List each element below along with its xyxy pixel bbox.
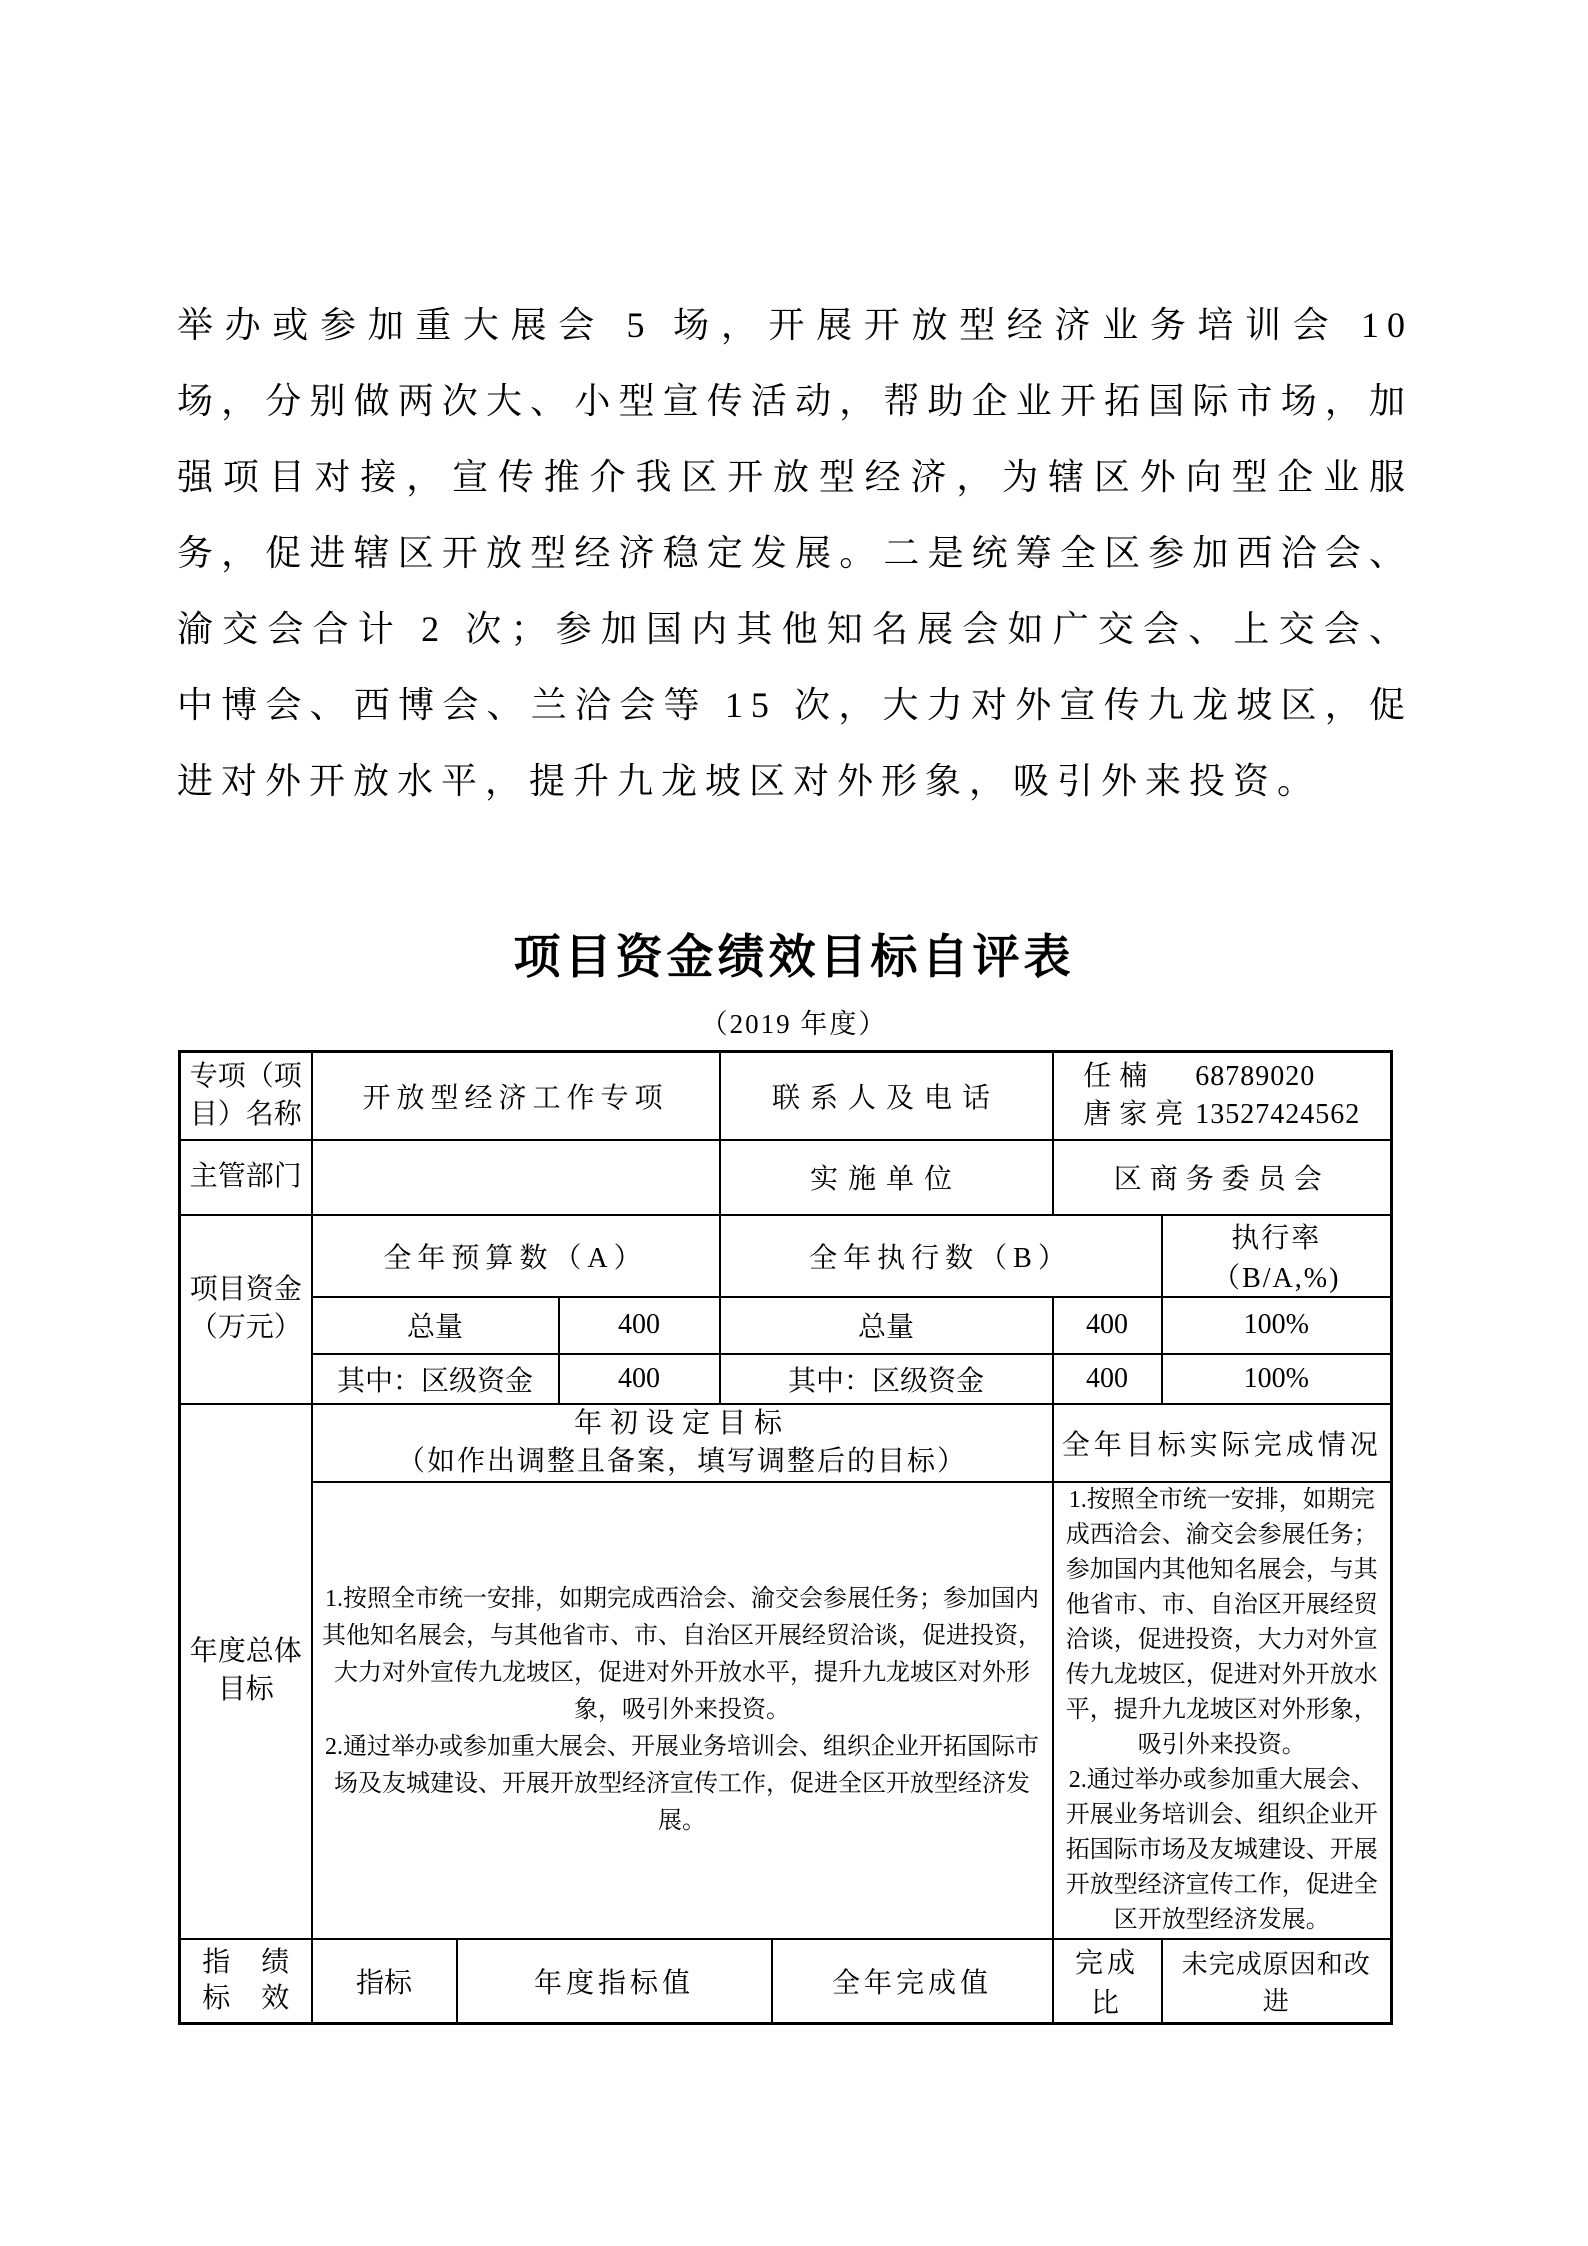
cell-rate-district: 100% [1162, 1354, 1392, 1404]
cell-budget-total-name: 总量 [312, 1297, 559, 1354]
cell-goal-set-content [312, 1482, 1053, 1939]
cell-exec-total-value: 400 [1053, 1297, 1162, 1354]
row-project [180, 1052, 1392, 1140]
cell-rate-header: 执行率（B/A,%) [1162, 1215, 1392, 1297]
cell-dept-value [312, 1140, 720, 1215]
contact-line-1 [1083, 1058, 1360, 1096]
cell-exec-district-value: 400 [1053, 1354, 1162, 1404]
cell-goal-actual-content [1053, 1482, 1392, 1939]
cell-funds-label: 项目资金（万元） [180, 1215, 312, 1404]
cell-perf-uncompleted: 未完成原因和改进 [1162, 1939, 1392, 2024]
perf-label-line1: 指 绩 [202, 1946, 302, 1978]
perf-label-line2: 标 效 [202, 1982, 302, 2014]
row-funds-total [180, 1297, 1392, 1354]
self-evaluation-table [178, 1050, 1393, 2025]
cell-goal-actual-header: 全年目标实际完成情况 [1053, 1404, 1392, 1482]
row-goal-content [180, 1482, 1392, 1939]
row-funds-district [180, 1354, 1392, 1404]
cell-perf-indicator: 指标 [312, 1939, 457, 2024]
cell-dept-label: 主管部门 [180, 1140, 312, 1215]
cell-budget-total-value: 400 [559, 1297, 720, 1354]
row-performance-header [180, 1939, 1392, 2024]
cell-budget-district-value: 400 [559, 1354, 720, 1404]
cell-goal-set-header [312, 1404, 1053, 1482]
goal-set-header-line1: 年初设定目标 [574, 1407, 791, 1439]
cell-exec-district-name: 其中：区级资金 [720, 1354, 1053, 1404]
cell-exec-header: 全年执行数（B） [720, 1215, 1162, 1297]
contact-name-1: 任楠 [1083, 1060, 1156, 1092]
cell-goal-label: 年度总体目标 [180, 1404, 312, 1939]
goal-set-item-1: 1.按照全市统一安排，如期完成西洽会、渝交会参展任务；参加国内其他知名展会，与其他省市、市、自治区开展经贸洽谈，促进投资，大力对外宣传九龙坡区，促进对外开放水平，提升九龙坡区对外形象，吸引外来投资。 [322, 1585, 1042, 1723]
contact-phone-1: 68789020 [1195, 1060, 1316, 1092]
cell-perf-annual-complete: 全年完成值 [772, 1939, 1053, 2024]
contact-name-2: 唐家亮 [1083, 1098, 1192, 1130]
table-subtitle: （2019 年度） [700, 1009, 888, 1039]
goal-set-item-2: 2.通过举办或参加重大展会、开展业务培训会、组织企业开拓国际市场及友城建设、开展开放型经济宣传工作，促进全区开放型经济发展。 [325, 1733, 1039, 1834]
row-goal-header [180, 1404, 1392, 1482]
contact-phone-2: 13527424562 [1195, 1098, 1361, 1130]
cell-contact-label: 联系人及电话 [720, 1052, 1053, 1140]
body-paragraph: 举办或参加重大展会 5 场，开展开放型经济业务培训会 10 场，分别做两次大、小型宣传活动，帮助企业开拓国际市场，加强项目对接，宣传推介我区开放型经济，为辖区外向型企业服务，促进辖区开放型经济稳定发展。二是统筹全区参加西洽会、渝交会合计 2 次；参加国内其他知名展会如广交会、上交会、中博会、西博会、兰洽会等 15 次，大力对外宣传九龙坡区，促进对外开放水平，提升九龙坡区对外形象，吸引外来投资。 [177, 305, 1413, 801]
cell-exec-total-name: 总量 [720, 1297, 1053, 1354]
table-title: 项目资金绩效目标自评表 [513, 932, 1075, 984]
row-dept [180, 1140, 1392, 1215]
cell-perf-label [180, 1939, 312, 2024]
contact-line-2 [1083, 1096, 1360, 1134]
cell-contact-value [1053, 1052, 1392, 1140]
cell-budget-header: 全年预算数（A） [312, 1215, 720, 1297]
cell-perf-annual-target: 年度指标值 [457, 1939, 772, 2024]
cell-impl-value: 区商务委员会 [1053, 1140, 1392, 1215]
cell-impl-label: 实施单位 [720, 1140, 1053, 1215]
cell-perf-ratio: 完成比 [1053, 1939, 1162, 2024]
goal-actual-item-2: 2.通过举办或参加重大展会、开展业务培训会、组织企业开拓国际市场及友城建设、开展开放型经济宣传工作，促进全区开放型经济发展。 [1065, 1766, 1378, 1933]
cell-project-name: 开放型经济工作专项 [312, 1052, 720, 1140]
cell-budget-district-name: 其中：区级资金 [312, 1354, 559, 1404]
cell-rate-total: 100% [1162, 1297, 1392, 1354]
cell-project-label: 专项（项目）名称 [180, 1052, 312, 1140]
goal-set-header-line2: （如作出调整且备案，填写调整后的目标） [397, 1445, 968, 1477]
goal-actual-item-1: 1.按照全市统一安排，如期完成西洽会、渝交会参展任务；参加国内其他知名展会，与其他省市、市、自治区开展经贸洽谈，促进投资，大力对外宣传九龙坡区，促进对外开放水平，提升九龙坡区对外形象，吸引外来投资。 [1065, 1486, 1378, 1758]
row-funds-header [180, 1215, 1392, 1297]
